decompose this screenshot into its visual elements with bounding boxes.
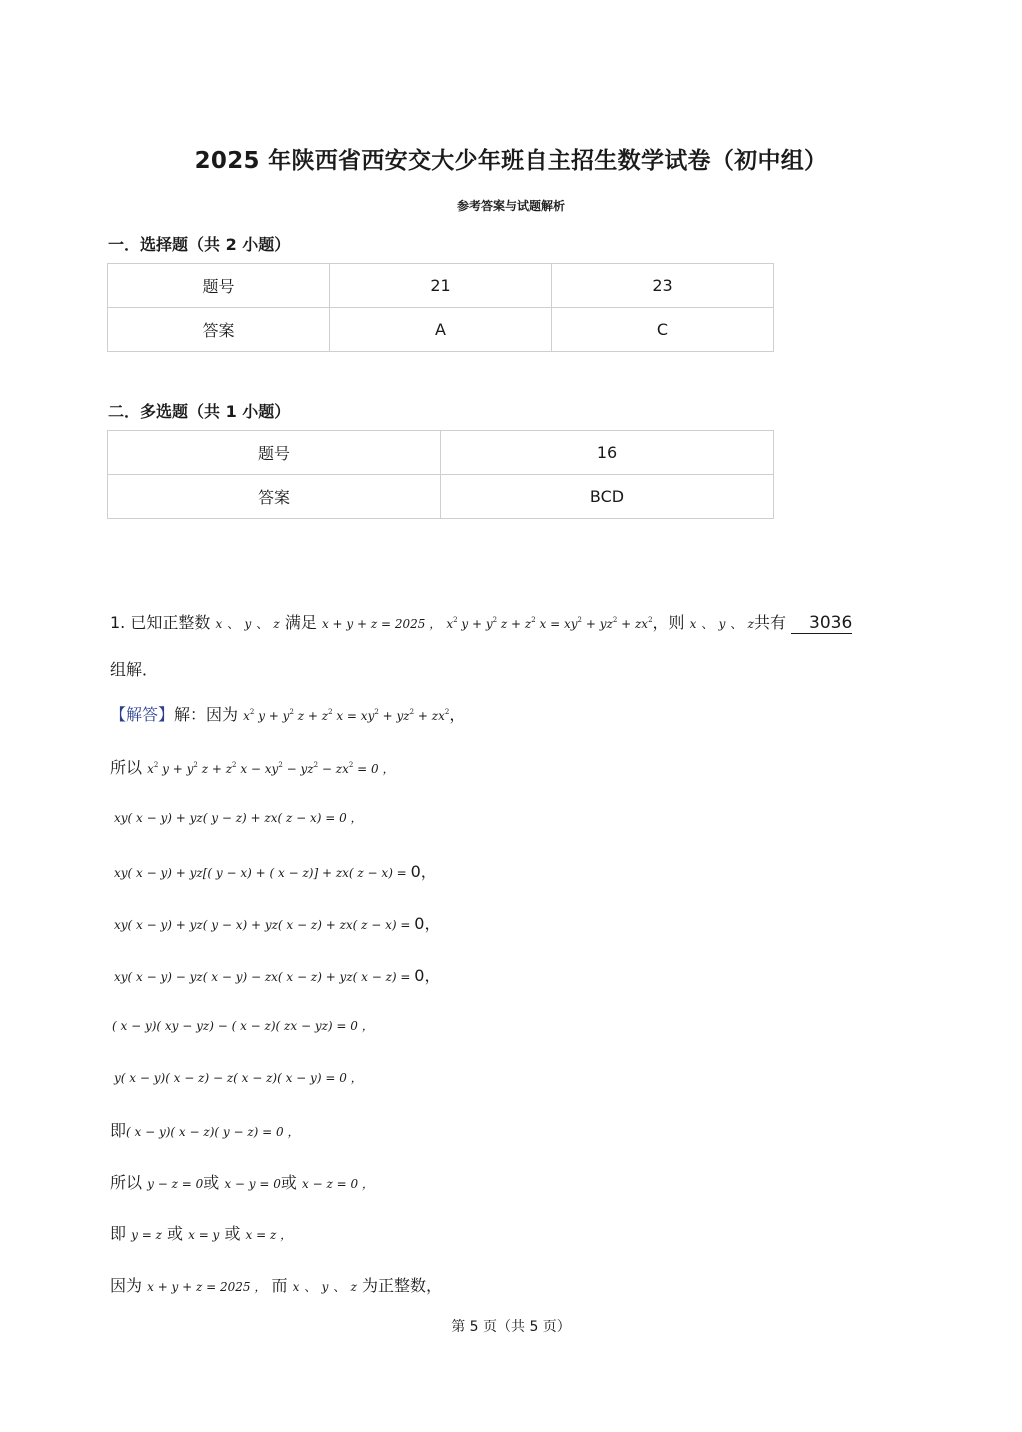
table-row [108,475,774,519]
row-label-question: 题号 [108,431,441,475]
question-number: 23 [552,264,774,308]
solution-line: 所以 $x^2$ $y + y^2$ $z + z^2$ $x - xy^2 - yz^2 - zx^2 = 0$ ， [110,758,395,777]
solution-line: 即 y = z 或 x = y 或 x = z ， [110,1224,293,1243]
answer-table-choice [107,263,774,352]
row-label-answer: 答案 [108,475,441,519]
answer-blank: 3036 [791,613,852,634]
section-heading-choice: 一．选择题（共 2 小题） [108,235,291,254]
question-number: 21 [330,264,552,308]
table-row [108,308,774,352]
problem-statement: 1. 已知正整数 x 、 y 、 z 满足 x + y + z = 2025 ， $x^2$ $y + y^2$ $z + z^2$ $x = xy^2 + yz^2 + zx^2$，则 x 、 y 、 z共有 3036 [110,613,853,633]
question-number: 16 [441,431,774,475]
solution-line: 即( x − y)( x − z)( y − z) = 0 ， [110,1121,300,1140]
answer-cell: BCD [441,475,774,519]
solution-line: xy( x − y) + yz( y − x) + yz( x − z) + zx( z − x) = 0， [114,914,441,933]
solution-line: y( x − y)( x − z) − z( x − z)( x − y) = 0 ， [114,1071,363,1085]
section-heading-multi: 二．多选题（共 1 小题） [108,402,291,421]
page-subtitle: 参考答案与试题解析 [456,199,565,213]
page-title: 2025 年陕西省西安交大少年班自主招生数学试卷（初中组） [194,148,828,174]
page-footer: 第 5 页（共 5 页） [451,1319,571,1335]
solution-line: xy( x − y) + yz( y − z) + zx( z − x) = 0 ， [114,811,363,825]
solution-line: ( x − y)( xy − yz) − ( x − z)( zx − yz) = 0 ， [112,1019,374,1033]
answer-cell: A [330,308,552,352]
solution-line: xy( x − y) − yz( x − y) − zx( x − z) + yz( x − z) = 0， [114,966,441,985]
solution-line: 【解答】解：因为 $x^2$ $y + y^2$ $z + z^2$ $x = xy^2 + yz^2 + zx^2$， [110,705,466,724]
table-row [108,264,774,308]
row-label-answer: 答案 [108,308,330,352]
answer-cell: C [552,308,774,352]
solution-tag: 【解答】 [110,705,175,724]
answer-table-multi [107,430,774,519]
row-label-question: 题号 [108,264,330,308]
solution-line: 因为 x + y + z = 2025 ， 而 x 、 y 、 z 为正整数， [110,1276,442,1295]
problem-continuation: 组解． [110,660,159,679]
solution-line: 所以 y − z = 0或 x − y = 0或 x − z = 0 ， [110,1173,374,1192]
table-row [108,431,774,475]
solution-line: xy( x − y) + yz[( y − x) + ( x − z)] + zx( z − x) = 0， [114,862,437,881]
